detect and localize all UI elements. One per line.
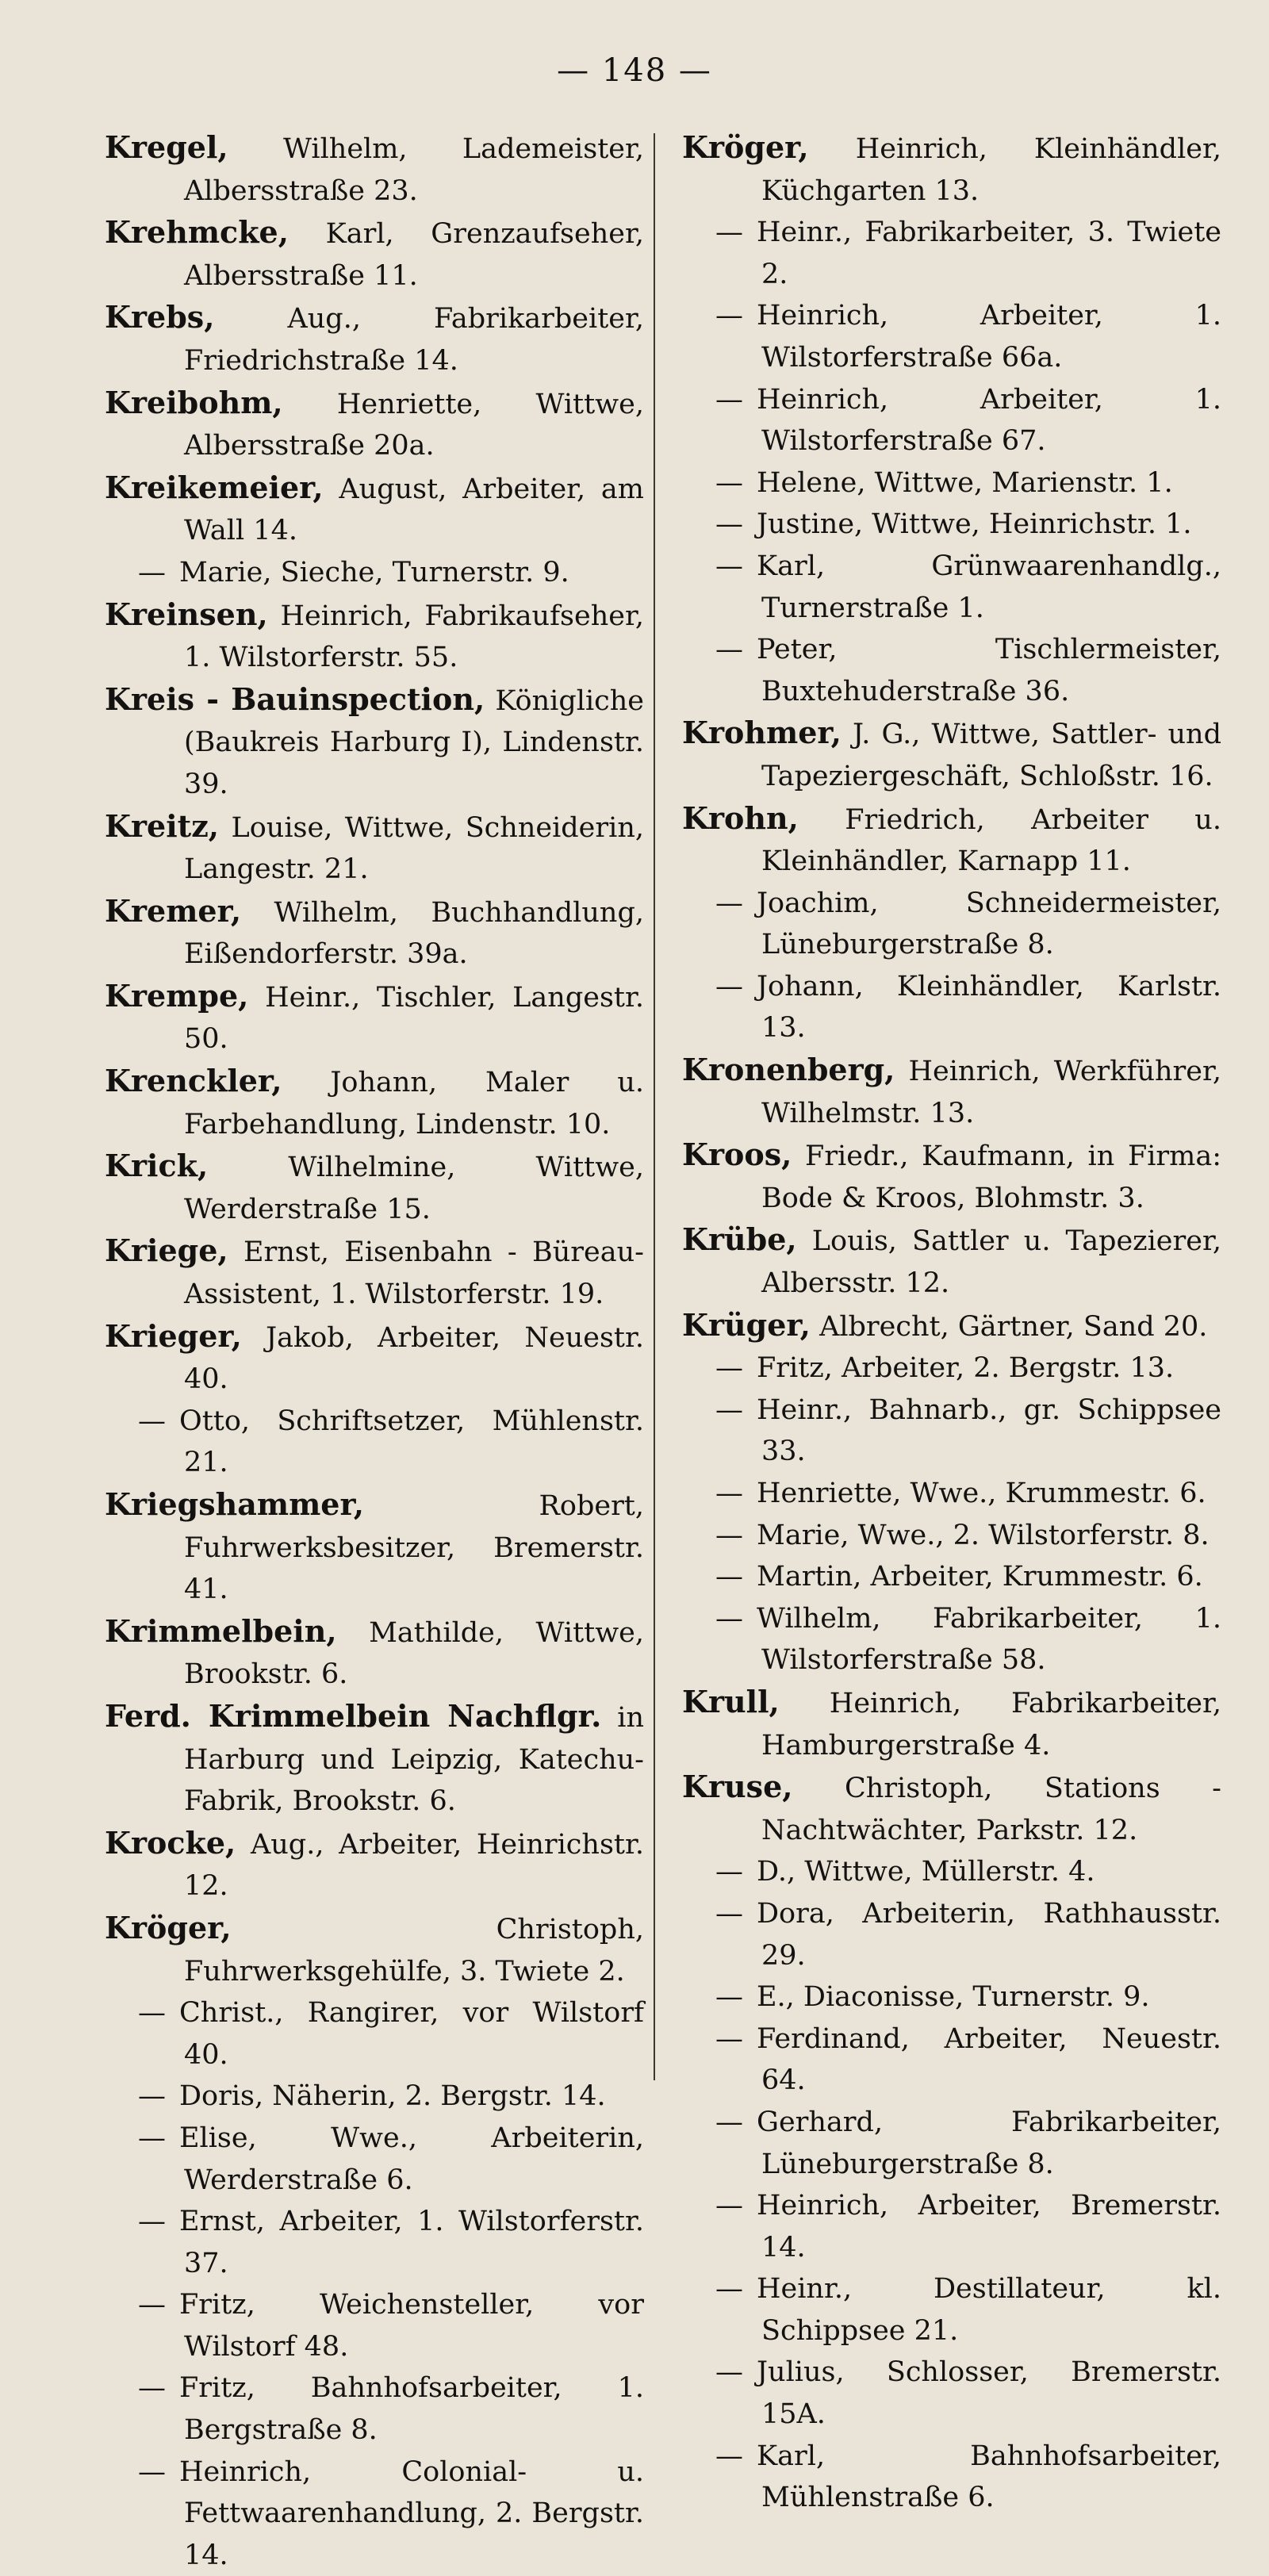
entry-text: Louis, Sattler u. Tapezierer, Albersstr. 12. [761,1225,1221,1300]
directory-entry [682,1305,1221,1348]
entry-name: Krübe, [682,1221,797,1258]
entry-text: Jakob, Arbeiter, Neuestr. 40. [184,1321,644,1396]
entry-text: Wilhelm, Fabrikarbeiter, 1. Wilstorferstraße 58. [757,1602,1221,1677]
entry-text: Karl, Bahnhofsarbeiter, Mühlenstraße 6. [757,2440,1221,2514]
entry-text: Elise, Wwe., Arbeiterin, Werderstraße 6. [179,2122,644,2196]
repeat-dash: — [715,1856,743,1888]
page-number: — 148 — [557,52,712,89]
directory-entry [105,2367,644,2451]
entry-name: Krick, [105,1148,209,1184]
directory-entry [682,1598,1221,1681]
entry-text: Ferdinand, Arbeiter, Neuestr. 64. [757,2022,1221,2097]
repeat-dash: — [138,2455,166,2488]
repeat-dash: — [715,2022,743,2055]
directory-entry [682,504,1221,546]
repeat-dash: — [715,1561,743,1593]
entry-name: Kregel, [105,129,228,165]
directory-entry [105,382,644,467]
directory-entry [682,212,1221,295]
directory-entry [105,1316,644,1401]
directory-entry [682,798,1221,883]
directory-entry [682,295,1221,378]
entry-text: in Harburg und Leipzig, Katechu-Fabrik, Brookstr. 6. [184,1701,644,1818]
entry-text: J. G., Wittwe, Sattler- und Tapeziergeschäft, Schloßstr. 16. [761,719,1221,792]
entry-text: Fritz, Arbeiter, 2. Bergstr. 13. [757,1352,1175,1385]
entry-name: Kreinsen, [105,596,268,632]
repeat-dash: — [715,2190,743,2222]
repeat-dash: — [138,556,166,588]
entry-name: Kriegshammer, [105,1486,364,1522]
directory-entry [682,1976,1221,2018]
entry-name: Kreitz, [105,807,220,844]
directory-entry [682,629,1221,712]
entry-text: Fritz, Bahnhofsarbeiter, 1. Bergstraße 8. [179,2372,644,2447]
directory-entry [682,2268,1221,2352]
directory-entry [682,883,1221,966]
entry-text: Peter, Tischlermeister, Buxtehuderstraße 36. [757,634,1221,707]
repeat-dash: — [715,2356,743,2389]
directory-entry [105,1145,644,1230]
entry-text: Friedrich, Arbeiter u. Kleinhändler, Karnapp 11. [761,803,1221,878]
entry-name: Kröger, [105,1909,232,1945]
directory-entry [682,1556,1221,1598]
directory-entry [682,1515,1221,1557]
entry-name: Krieger, [105,1317,242,1354]
entry-text: Aug., Arbeiter, Heinrichstr. 12. [184,1828,644,1903]
directory-entry [105,976,644,1060]
entry-text: Marie, Sieche, Turnerstr. 9. [179,556,569,588]
repeat-dash: — [138,2289,166,2321]
entry-text: Königliche (Baukreis Harburg I), Lindenstr. 39. [184,684,644,800]
directory-entry [105,1907,644,1992]
entry-text: Martin, Arbeiter, Krummestr. 6. [757,1561,1203,1593]
directory-entry [105,679,644,806]
directory-entry [682,1473,1221,1515]
entry-text: Justine, Wittwe, Heinrichstr. 1. [757,508,1192,541]
directory-entry [682,966,1221,1049]
entry-text: Christ., Rangirer, vor Wilstorf 40. [179,1997,644,2071]
entry-text: Henriette, Wittwe, Albersstraße 20a. [184,388,644,462]
repeat-dash: — [715,466,743,499]
entry-text: Dora, Arbeiterin, Rathhausstr. 29. [757,1897,1221,1972]
entry-name: Kremer, [105,892,242,929]
directory-entry [105,1611,644,1696]
repeat-dash: — [715,1393,743,1426]
entry-text: Heinrich, Kleinhändler, Küchgarten 13. [761,133,1221,207]
repeat-dash: — [138,1405,166,1437]
directory-entry [105,806,644,891]
entry-name: Krohmer, [682,715,842,751]
directory-entry [105,2284,644,2367]
entry-text: D., Wittwe, Müllerstr. 4. [757,1856,1095,1888]
entry-text: Marie, Wwe., 2. Wilstorferstr. 8. [757,1519,1210,1551]
entry-text: Fritz, Weichensteller, vor Wilstorf 48. [179,2289,644,2363]
directory-entry [682,1134,1221,1219]
directory-entry [105,297,644,381]
directory-entry [105,1401,644,1484]
entry-name: Kroos, [682,1137,792,1173]
directory-entry [105,1484,644,1611]
directory-entry [682,379,1221,462]
repeat-dash: — [715,550,743,582]
directory-entry [682,462,1221,504]
repeat-dash: — [715,2440,743,2472]
directory-entry [682,1347,1221,1390]
directory-entry [682,1893,1221,1976]
repeat-dash: — [138,2122,166,2154]
entry-text: Heinr., Bahnarb., gr. Schippsee 33. [757,1393,1221,1468]
entry-name: Kruse, [682,1769,793,1805]
entry-text: Heinrich, Fabrikarbeiter, Hamburgerstraße 4. [761,1687,1221,1761]
directory-entry [105,1823,644,1907]
repeat-dash: — [715,508,743,541]
entry-text: Heinr., Destillateur, kl. Schippsee 21. [757,2273,1221,2347]
entry-name: Krehmcke, [105,214,289,251]
entry-name: Krempe, [105,977,249,1014]
repeat-dash: — [715,383,743,416]
entry-text: Heinrich, Werkführer, Wilhelmstr. 13. [761,1056,1221,1129]
entry-text: Wilhelm, Lademeister, Albersstraße 23. [184,133,644,207]
entry-text: Gerhard, Fabrikarbeiter, Lüneburgerstraße 8. [757,2106,1221,2180]
entry-text: Otto, Schriftsetzer, Mühlenstr. 21. [179,1405,644,1479]
directory-entry [682,2352,1221,2435]
entry-name: Kreis - Bauinspection, [105,680,485,717]
entry-name: Krenckler, [105,1063,282,1099]
directory-entry [682,1851,1221,1893]
entry-text: Henriette, Wwe., Krummestr. 6. [757,1478,1206,1509]
directory-entry [682,1390,1221,1473]
directory-entry [682,2436,1221,2519]
directory-entry [682,712,1221,797]
entry-text: Heinrich, Colonial- u. Fettwaarenhandlung, 2. Bergstr. 14. [179,2455,644,2571]
entry-text: Karl, Grünwaarenhandlg., Turnerstraße 1. [757,550,1221,624]
entry-name: Kröger, [682,129,809,165]
directory-entry [105,1060,644,1145]
entry-name: Krebs, [105,299,215,335]
directory-entry [682,2185,1221,2268]
directory-entry [105,891,644,976]
repeat-dash: — [138,2080,166,2113]
directory-entry [105,1230,644,1315]
repeat-dash: — [138,2372,166,2405]
directory-entry [682,546,1221,629]
entry-text: Helene, Wittwe, Marienstr. 1. [757,466,1173,499]
entry-text: Wilhelm, Buchhandlung, Eißendorferstr. 39a. [184,896,644,971]
directory-entry [105,2201,644,2284]
entry-text: Christoph, Stations - Nachtwächter, Parkstr. 12. [761,1773,1221,1846]
entry-text: Johann, Maler u. Farbehandlung, Lindenstr. 10. [184,1067,644,1140]
directory-entry [105,127,644,212]
entry-name: Kronenberg, [682,1052,895,1088]
entry-text: Friedr., Kaufmann, in Firma: Bode & Kroos, Blohmstr. 3. [761,1140,1221,1214]
directory-entry [682,2018,1221,2102]
entry-text: Johann, Kleinhändler, Karlstr. 13. [757,970,1221,1045]
repeat-dash: — [715,1478,743,1509]
directory-entry [105,2451,644,2576]
directory-entry [105,2118,644,2201]
repeat-dash: — [138,2206,166,2238]
left-column [105,127,644,2576]
entry-name: Kreikemeier, [105,469,324,505]
entry-text: Wilhelmine, Wittwe, Werderstraße 15. [184,1152,644,1225]
repeat-dash: — [715,217,743,249]
entry-text: Heinrich, Fabrikaufseher, 1. Wilstorferstr. 55. [184,600,644,674]
entry-text: Karl, Grenzaufseher, Albersstraße 11. [184,218,644,292]
entry-name: Krüger, [682,1306,811,1343]
entry-text: August, Arbeiter, am Wall 14. [184,473,644,547]
repeat-dash: — [715,2106,743,2138]
entry-text: Heinr., Tischler, Langestr. 50. [184,981,644,1056]
directory-entry [105,1696,644,1823]
directory-entry [682,1681,1221,1766]
entry-text: Mathilde, Wittwe, Brookstr. 6. [184,1616,644,1691]
entry-text: Christoph, Fuhrwerksgehülfe, 3. Twiete 2. [184,1913,644,1988]
entry-text: Heinr., Fabrikarbeiter, 3. Twiete 2. [757,217,1221,290]
repeat-dash: — [715,300,743,332]
repeat-dash: — [715,1519,743,1551]
repeat-dash: — [715,1981,743,2014]
entry-text: E., Diaconisse, Turnerstr. 9. [757,1981,1150,2014]
entry-name: Krocke, [105,1824,236,1861]
column-divider [654,133,655,2080]
repeat-dash: — [715,2273,743,2306]
directory-entry [105,1992,644,2076]
entry-text: Heinrich, Arbeiter, 1. Wilstorferstraße 67. [757,383,1221,458]
entry-text: Aug., Fabrikarbeiter, Friedrichstraße 14. [184,303,644,377]
entry-name: Krull, [682,1683,780,1719]
repeat-dash: — [715,970,743,1002]
repeat-dash: — [715,634,743,666]
repeat-dash: — [715,1897,743,1930]
entry-text: Heinrich, Arbeiter, 1. Wilstorferstraße 66a. [757,300,1221,374]
entry-text: Julius, Schlosser, Bremerstr. 15A. [757,2356,1221,2431]
directory-entry [682,1049,1221,1134]
entry-name: Kreibohm, [105,384,283,420]
entry-name: Krimmelbein, [105,1612,337,1649]
entry-name: Ferd. Krimmelbein Nachflgr. [105,1697,602,1734]
entry-text: Ernst, Eisenbahn - Büreau-Assistent, 1. Wilstorferstr. 19. [184,1236,644,1311]
entry-text: Heinrich, Arbeiter, Bremerstr. 14. [757,2190,1221,2264]
repeat-dash: — [715,1352,743,1385]
directory-entry [682,2102,1221,2185]
directory-entry [105,594,644,679]
directory-entry [682,1766,1221,1851]
directory-entry [105,212,644,297]
directory-entry [105,552,644,594]
entry-text: Robert, Fuhrwerksbesitzer, Bremerstr. 41. [184,1490,644,1606]
entry-name: Kriege, [105,1232,228,1269]
repeat-dash: — [715,1602,743,1635]
right-column [682,127,1221,2519]
directory-entry [105,467,644,552]
entry-text: Albrecht, Gärtner, Sand 20. [819,1310,1208,1343]
directory-entry [682,127,1221,212]
entry-text: Joachim, Schneidermeister, Lüneburgerstraße 8. [757,887,1221,961]
repeat-dash: — [138,1997,166,2030]
entry-text: Doris, Näherin, 2. Bergstr. 14. [179,2080,606,2113]
entry-text: Louise, Wittwe, Schneiderin, Langestr. 21. [184,811,644,886]
entry-name: Krohn, [682,799,799,836]
directory-entry [682,1219,1221,1304]
entry-text: Ernst, Arbeiter, 1. Wilstorferstr. 37. [179,2206,644,2279]
repeat-dash: — [715,887,743,919]
directory-entry [105,2076,644,2118]
